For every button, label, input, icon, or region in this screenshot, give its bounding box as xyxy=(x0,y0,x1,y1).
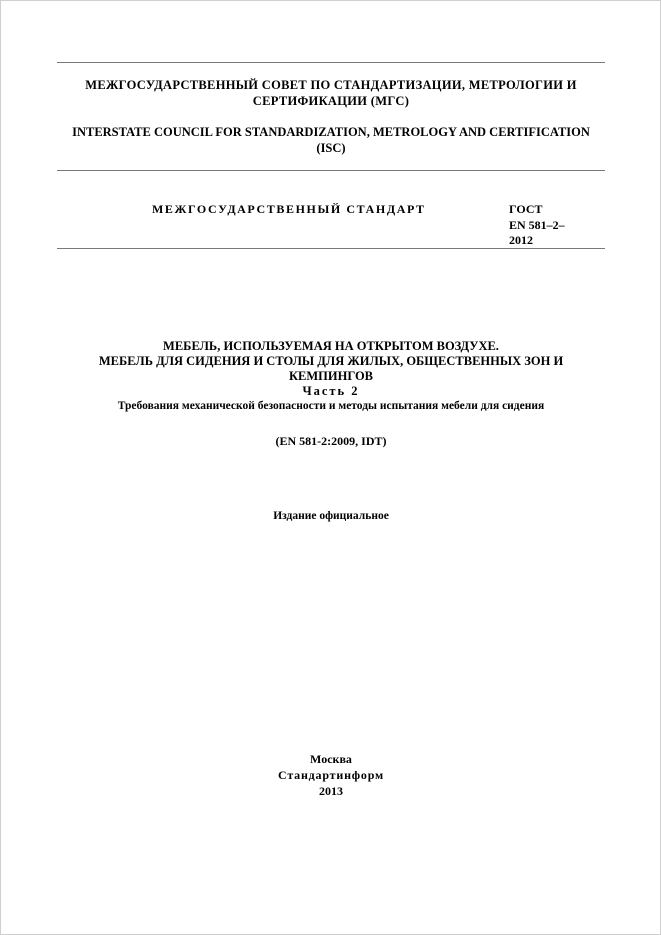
council-name-en: INTERSTATE COUNCIL FOR STANDARDIZATION, METROLOGY AND CERTIFICATION (ISC) xyxy=(72,125,590,155)
gost-number-line-2: EN 581–2– xyxy=(509,217,565,232)
standard-divider-rule xyxy=(57,248,605,249)
imprint-year: 2013 xyxy=(319,784,343,798)
en-designation: (EN 581-2:2009, IDT) xyxy=(275,434,387,448)
title-requirements: Требования механической безопасности и методы испытания мебели для сидения xyxy=(117,400,545,412)
imprint xyxy=(57,751,605,799)
title-part: Часть 2 xyxy=(302,384,360,398)
imprint-city: Москва xyxy=(310,752,352,766)
council-divider-rule xyxy=(57,170,605,171)
gost-number-line-3: 2012 xyxy=(509,233,533,247)
title-line-2: МЕБЕЛЬ ДЛЯ СИДЕНИЯ И СТОЛЫ ДЛЯ ЖИЛЫХ, ОБЩЕСТВЕННЫХ ЗОН И КЕМПИНГОВ xyxy=(98,354,564,383)
council-name-ru: МЕЖГОСУДАРСТВЕННЫЙ СОВЕТ ПО СТАНДАРТИЗАЦИИ, МЕТРОЛОГИИ И СЕРТИФИКАЦИИ (МГС) xyxy=(85,78,577,108)
standard-type-label: МЕЖГОСУДАРСТВЕННЫЙ СТАНДАРТ xyxy=(152,202,426,216)
document-title xyxy=(57,339,605,414)
title-line-1: МЕБЕЛЬ, ИСПОЛЬЗУЕМАЯ НА ОТКРЫТОМ ВОЗДУХЕ. xyxy=(163,339,499,353)
imprint-publisher: Стандартинформ xyxy=(278,768,384,782)
top-rule xyxy=(57,62,605,63)
official-edition-label: Издание официальное xyxy=(273,510,389,522)
gost-number-line-1: ГОСТ xyxy=(509,202,543,216)
gost-number xyxy=(509,202,565,249)
